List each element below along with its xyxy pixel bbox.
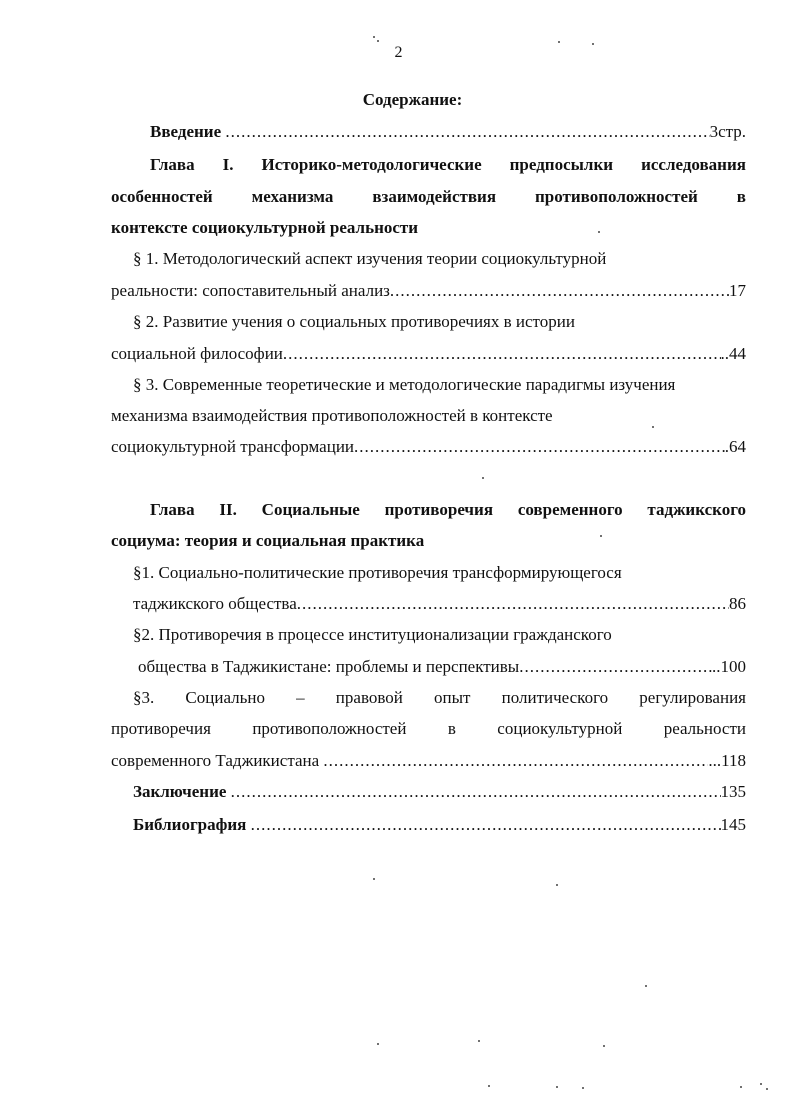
scan-speck	[652, 426, 654, 428]
toc-entry-ch1-s3-line3: социокультурной трансформации ..... .64	[111, 436, 746, 458]
scan-speck	[766, 1088, 768, 1090]
scan-speck	[645, 985, 647, 987]
toc-entry-ch1-s2-line2: социальной философии ..... ..44	[111, 343, 746, 365]
toc-entry-ch1-s2-line1: § 2. Развитие учения о социальных противоречиях в истории	[133, 312, 575, 331]
scan-speck	[377, 1043, 379, 1045]
scan-speck	[760, 1083, 762, 1085]
bibliography-label: Библиография	[133, 815, 247, 834]
chapter2-heading-line1: Глава II. Социальные противоречия современного таджикского	[150, 500, 746, 519]
ch2-s2-page: ..100	[712, 657, 746, 676]
toc-entry-ch2-s1-line2: таджикского общества ..... 86	[133, 593, 746, 615]
scan-speck	[600, 535, 602, 537]
ch1-s1-page: 17	[729, 281, 746, 300]
scan-speck	[558, 41, 560, 43]
dot-leader	[225, 121, 709, 143]
toc-entry-ch2-s2-line2: общества в Таджикистане: проблемы и перспективы ..... ..100	[138, 656, 746, 678]
chapter1-heading-line2: особенностей механизма взаимодействия противоположностей в	[111, 187, 746, 206]
toc-entry-ch1-s3-line1: § 3. Современные теоретические и методологические парадигмы изучения	[133, 375, 676, 394]
ch1-s2-page: ..44	[720, 344, 746, 363]
scan-speck	[598, 231, 600, 233]
scan-speck	[740, 1086, 742, 1088]
chapter1-heading-line3: контексте социокультурной реальности	[111, 218, 419, 237]
ch2-s1-page: 86	[729, 594, 746, 613]
dot-leader	[231, 781, 721, 803]
scan-speck	[582, 1087, 584, 1089]
scan-speck	[488, 1085, 490, 1087]
toc-entry-ch1-s3-line2: механизма взаимодействия противоположностей в контексте	[111, 406, 553, 425]
intro-page: 3стр.	[709, 122, 746, 141]
scan-speck	[556, 884, 558, 886]
intro-label: Введение	[150, 122, 222, 141]
dot-leader	[297, 593, 729, 615]
scan-speck	[482, 477, 484, 479]
toc-entry-ch2-s2-line1: §2. Противоречия в процессе институционализации гражданского	[133, 625, 612, 644]
scan-speck	[592, 43, 594, 45]
toc-entry-ch2-s1-line1: §1. Социально-политические противоречия трансформирующегося	[133, 563, 622, 582]
bibliography-page: 145	[720, 815, 746, 834]
dot-leader	[519, 656, 712, 678]
scan-speck	[603, 1045, 605, 1047]
toc-entry-bibliography	[133, 814, 746, 836]
conclusion-label: Заключение	[133, 782, 227, 801]
toc-entry-ch1-s1-line2: реальности: сопоставительный анализ ..... 17	[111, 280, 746, 302]
chapter1-heading-line1: Глава I. Историко-методологические предпосылки исследования	[150, 155, 746, 174]
dot-leader	[323, 750, 708, 772]
dot-leader	[354, 436, 725, 458]
toc-entry-conclusion	[133, 781, 746, 803]
scan-speck	[478, 1040, 480, 1042]
toc-entry-ch1-s1-line1: § 1. Методологический аспект изучения теории социокультурной	[133, 249, 607, 268]
toc-entry-intro	[150, 121, 746, 143]
scan-speck	[377, 40, 379, 42]
toc-title: Содержание:	[362, 90, 463, 109]
ch2-s3-page: ...118	[708, 751, 746, 770]
dot-leader	[283, 343, 721, 365]
conclusion-page: 135	[720, 782, 746, 801]
chapter2-heading-line2: социума: теория и социальная практика	[111, 531, 425, 550]
scan-speck	[556, 1086, 558, 1088]
ch1-s3-page: .64	[724, 437, 746, 456]
toc-entry-ch2-s3-line1: §3. Социально – правовой опыт политического регулирования	[133, 688, 746, 707]
dot-leader	[390, 280, 729, 302]
page-number: 2	[394, 44, 403, 61]
toc-entry-ch2-s3-line2: противоречия противоположностей в социокультурной реальности	[111, 719, 746, 738]
toc-entry-ch2-s3-line3: современного Таджикистана ..... ...118	[111, 750, 746, 772]
scan-speck	[373, 36, 375, 38]
dot-leader	[251, 814, 721, 836]
scan-speck	[373, 878, 375, 880]
